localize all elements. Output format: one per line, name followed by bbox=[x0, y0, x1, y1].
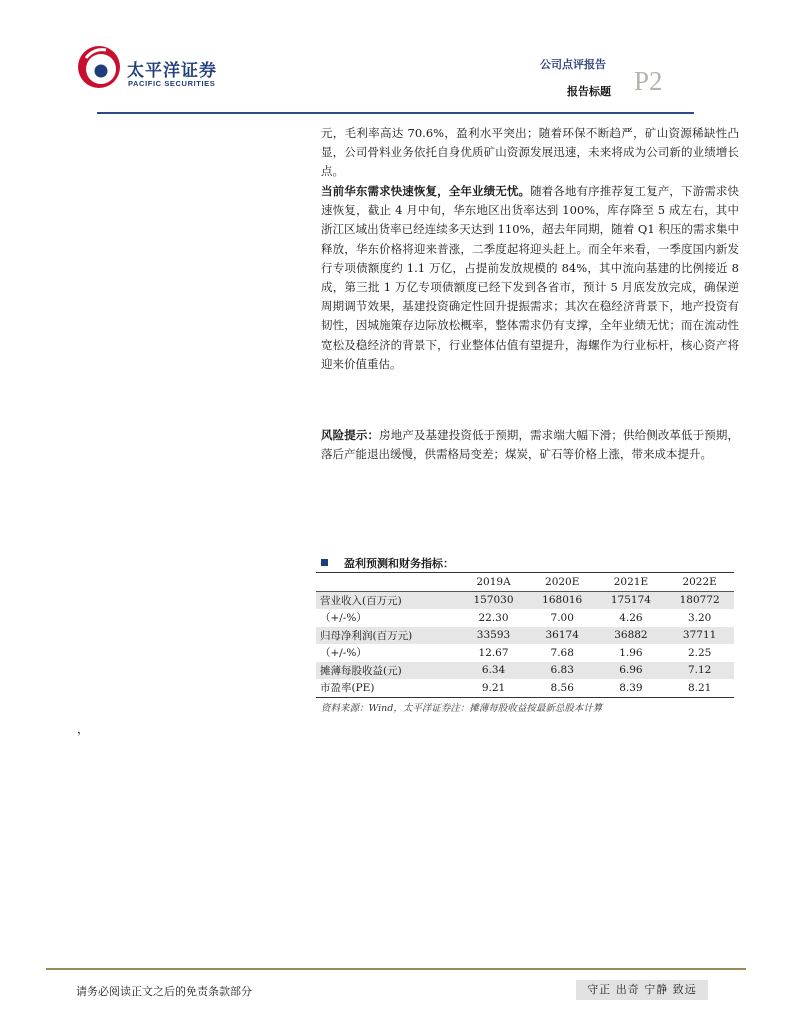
table-header-row bbox=[316, 573, 734, 592]
table-cell: 6.34 bbox=[459, 662, 528, 680]
square-bullet-icon bbox=[321, 559, 328, 566]
table-cell: 22.30 bbox=[478, 611, 509, 624]
table-row bbox=[316, 591, 734, 609]
report-type: 公司点评报告 bbox=[540, 58, 606, 71]
row-label: 摊薄每股收益(元) bbox=[316, 662, 459, 680]
table-row bbox=[316, 644, 734, 662]
risk-text: 房地产及基建投资低于预期，需求端大幅下滑；供给侧改革低于预期，落后产能退出缓慢，供需格局变差；煤炭，矿石等价格上涨，带来成本提升。 bbox=[321, 428, 740, 462]
stray-mark: ， bbox=[77, 722, 90, 736]
paragraph-2-text: 随着各地有序推荐复工复产，下游需求快速恢复，截止 4 月中旬，华东地区出货率达到 100%，库存降至 5 成左右，其中浙江区域出货率已经连续多天达到 110%，超去年同期，随着 Q1 积压的需求集中释放，华东价格将迎来普涨，二季度起将迎头赶上。而全年来看，一季度国内新发行专项债额度约 1.1 万亿，占提前发放规模的 84%，其中流向基建的比例接近 8 成，第三批 1 万亿专项债额度已经下发到各省市，预计 5 月底发放完成，确保逆周期调节效果，基建投资确定性回升提振需求；其次在稳经济背景下，地产投资有韧性，因城施策存边际放松概率，整体需求仍有支撑，全年业绩无忧；而在流动性宽松及稳经济的背景下，行业整体估值有望提升，海螺作为行业标杆，核心资产将迎来价值重估。 bbox=[321, 184, 740, 371]
table-header-cell: 2022E bbox=[665, 573, 734, 592]
table-title: 盈利预测和财务指标： bbox=[321, 555, 454, 571]
table-cell: 1.96 bbox=[619, 646, 643, 659]
table-header-cell: 2019A bbox=[459, 573, 528, 592]
table-row bbox=[316, 679, 734, 697]
row-label: 归母净利润(百万元) bbox=[316, 627, 459, 645]
pacific-securities-logo-icon bbox=[76, 44, 122, 90]
table-cell: 8.56 bbox=[528, 679, 597, 697]
table-cell: 3.20 bbox=[687, 611, 712, 624]
row-label: 市盈率(PE) bbox=[316, 679, 459, 697]
table-cell: 6.83 bbox=[528, 662, 597, 680]
table-cell: 37711 bbox=[665, 627, 734, 645]
paragraph-2-heading: 当前华东需求快速恢复，全年业绩无忧。 bbox=[321, 184, 531, 198]
row-label: 营业收入(百万元) bbox=[316, 591, 459, 609]
risk-paragraph bbox=[321, 426, 739, 464]
table-cell: 8.39 bbox=[597, 679, 666, 697]
header-divider bbox=[97, 112, 694, 114]
logo-chinese-name: 太平洋证券 bbox=[127, 61, 217, 81]
disclaimer-text: 请务必阅读正文之后的免责条款部分 bbox=[76, 985, 252, 998]
table-cell: 36882 bbox=[597, 627, 666, 645]
table-header-cell: 2021E bbox=[597, 573, 666, 592]
table-cell: 180772 bbox=[665, 591, 734, 609]
risk-heading: 风险提示： bbox=[321, 428, 380, 442]
table-cell: 9.21 bbox=[459, 679, 528, 697]
row-label: （+/-%） bbox=[320, 612, 367, 625]
table-cell: 4.26 bbox=[619, 611, 643, 624]
page-number: P2 bbox=[634, 66, 663, 96]
table-cell: 7.12 bbox=[665, 662, 734, 680]
footer-divider bbox=[46, 968, 746, 970]
table-cell: 7.00 bbox=[550, 611, 574, 624]
table-source-note: 资料来源：Wind，太平洋证券注：摊薄每股收益按最新总股本计算 bbox=[321, 703, 603, 714]
table-header-cell: 2020E bbox=[528, 573, 597, 592]
table-row bbox=[316, 662, 734, 680]
table-cell: 157030 bbox=[459, 591, 528, 609]
table-cell: 6.96 bbox=[597, 662, 666, 680]
table-row bbox=[316, 609, 734, 627]
table-header-cell bbox=[316, 573, 459, 592]
table-cell: 8.21 bbox=[665, 679, 734, 697]
table-cell: 12.67 bbox=[478, 646, 509, 659]
table-cell: 36174 bbox=[528, 627, 597, 645]
table-row bbox=[316, 627, 734, 645]
paragraph-1-text: 元，毛利率高达 70.6%，盈利水平突出；随着环保不断趋严，矿山资源稀缺性凸显，公司骨料业务依托自身优质矿山资源发展迅速，未来将成为公司新的业绩增长点。 bbox=[321, 126, 739, 179]
financial-table bbox=[316, 572, 734, 698]
table-cell: 33593 bbox=[459, 627, 528, 645]
report-title: 报告标题 bbox=[567, 85, 611, 98]
table-cell: 175174 bbox=[597, 591, 666, 609]
paragraph-2 bbox=[321, 182, 739, 374]
table-cell: 7.68 bbox=[550, 646, 574, 659]
table-cell: 2.25 bbox=[687, 646, 712, 659]
company-motto: 守正 出奇 宁静 致远 bbox=[576, 980, 708, 1000]
table-cell: 168016 bbox=[528, 591, 597, 609]
logo-english-name: PACIFIC SECURITIES bbox=[128, 79, 216, 88]
row-label: （+/-%） bbox=[320, 647, 367, 660]
paragraph-1 bbox=[321, 124, 739, 182]
